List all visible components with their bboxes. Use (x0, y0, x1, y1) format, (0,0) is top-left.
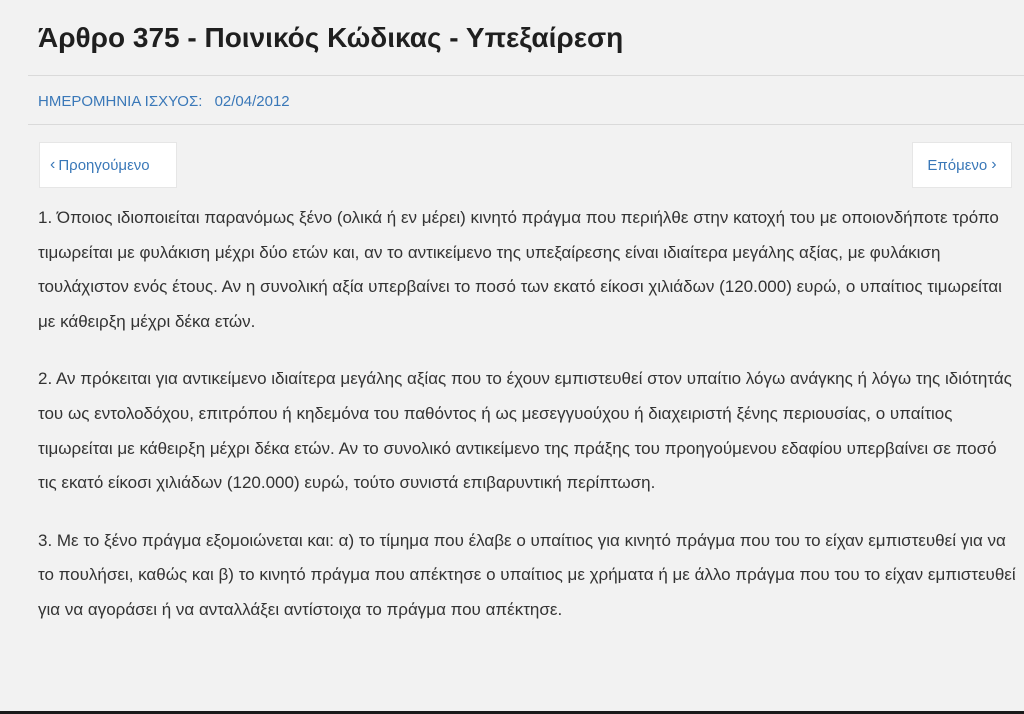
next-article-label: Επόμενο (927, 156, 988, 174)
effective-date-line (38, 93, 290, 110)
article-paragraph: 3. Με το ξένο πράγμα εξομοιώνεται και: α) το τίμημα που έλαβε ο υπαίτιος για κινητό πράγμα που του το είχαν εμπιστευθεί για να το πουλήσει, καθώς και β) το κινητό πράγμα που απέκτησε ο υπαίτιος με χρήματα ή με άλλο πράγμα που του το είχαν εμπιστευθεί για να αγοράσει ή να ανταλλάξει αντίστοιχα το πράγμα που απέκτησε. (38, 530, 1016, 619)
previous-article-button[interactable] (39, 142, 177, 188)
effective-date-label: ΗΜΕΡΟΜΗΝΙΑ ΙΣΧΥΟΣ: (38, 93, 203, 110)
chevron-left-icon: ‹ (50, 156, 56, 173)
article-paragraph: 1. Όποιος ιδιοποιείται παρανόμως ξένο (ολικά ή εν μέρει) κινητό πράγμα που περιήλθε στην κατοχή του με οποιονδήποτε τρόπο τιμωρείται με φυλάκιση μέχρι δύο ετών και, αν το αντικείμενο της υπεξαίρεσης είναι ιδιαίτερα μεγάλης αξίας, με φυλάκιση τουλάχιστον ενός έτους. Αν η συνολική αξία υπερβαίνει το ποσό των εκατό είκοσι χιλιάδων (120.000) ευρώ, ο υπαίτιος τιμωρείται με κάθειρξη μέχρι δέκα ετών. (38, 208, 1002, 331)
article-body (38, 201, 1018, 651)
chevron-right-icon: › (991, 156, 997, 173)
effective-date-value: 02/04/2012 (214, 93, 290, 110)
next-article-button[interactable] (912, 142, 1012, 188)
title-divider (28, 75, 1024, 76)
meta-divider (28, 124, 1024, 125)
previous-article-label: Προηγούμενο (58, 156, 150, 174)
article-paragraph: 2. Αν πρόκειται για αντικείμενο ιδιαίτερα μεγάλης αξίας που το έχουν εμπιστευθεί στον υπαίτιο λόγω ανάγκης ή λόγω της ιδιότητάς του ως εντολοδόχου, επιτρόπου ή κηδεμόνα του παθόντος ή ως μεσεγγυούχου ή διαχειριστή ξένης περιουσίας, ο υπαίτιος τιμωρείται με κάθειρξη μέχρι δέκα ετών. Αν το συνολικό αντικείμενο της πράξης του προηγούμενου εδαφίου υπερβαίνει σε ποσό τις εκατό είκοσι χιλιάδων (120.000) ευρώ, τούτο συνιστά επιβαρυντική περίπτωση. (38, 369, 1012, 493)
page-title: Άρθρο 375 - Ποινικός Κώδικας - Υπεξαίρεση (38, 22, 624, 53)
